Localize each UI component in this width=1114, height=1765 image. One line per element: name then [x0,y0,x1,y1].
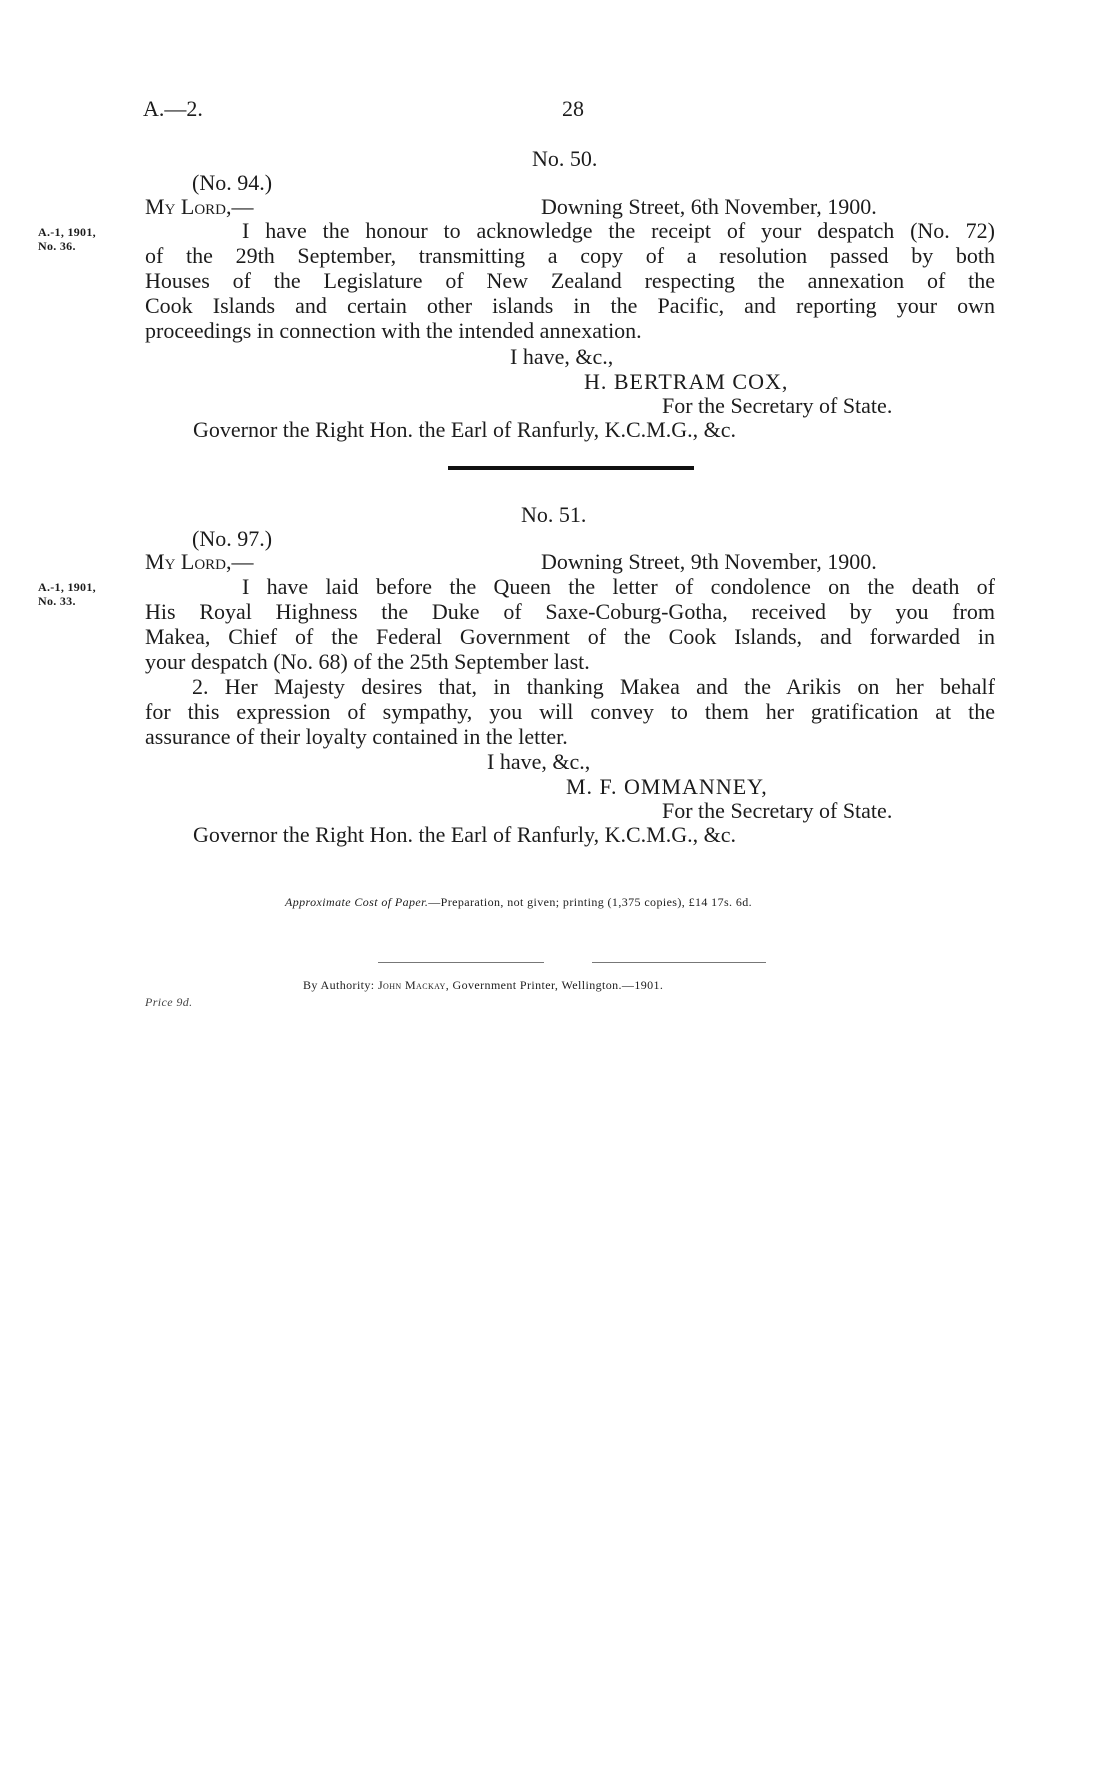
signatory: M. F. OMMANNEY, [566,774,768,799]
addressee: Governor the Right Hon. the Earl of Ranfurly, K.C.M.G., &c. [193,417,736,442]
document-reference: A.—2. [143,96,203,121]
addressee: Governor the Right Hon. the Earl of Ranfurly, K.C.M.G., &c. [193,822,736,847]
printer-imprint: By Authority: John Mackay, Government Printer, Wellington.—1901. [303,978,664,992]
despatch-number: (No. 94.) [192,170,273,195]
cost-note: Approximate Cost of Paper.—Preparation, not given; printing (1,375 copies), £14 17s. 6d. [285,895,753,909]
footer-rule-right [592,962,766,963]
signatory-title: For the Secretary of State. [662,798,893,823]
margin-reference: A.-1, 1901, No. 36. [38,225,96,253]
letter-paragraph: I have the honour to acknowledge the receipt of your despatch (No. 72) of the 29th September, transmitting a copy of a resolution passed by both Houses of the Legislature of New Zealand respecting the annexation of the Cook Islands and certain other islands in the Pacific, and reporting your own proceedings in connection with the intended annexation. [145,218,995,343]
place-date: Downing Street, 9th November, 1900. [541,549,877,574]
closing: I have, &c., [510,344,614,369]
signatory: H. BERTRAM COX, [584,369,789,394]
letter-paragraph: I have laid before the Queen the letter of condolence on the death of His Royal Highness the Duke of Saxe-Coburg-Gotha, received by you from Makea, Chief of the Federal Government of the Cook Islands, and forwarded in your despatch (No. 68) of the 25th September last. [145,574,995,674]
despatch-number: (No. 97.) [192,526,273,551]
letter-number: No. 51. [521,502,587,527]
price: Price 9d. [145,995,193,1009]
place-date: Downing Street, 6th November, 1900. [541,194,877,219]
footer-rule-left [378,962,544,963]
page-number: 28 [562,96,584,121]
section-divider [448,466,694,470]
margin-reference: A.-1, 1901, No. 33. [38,580,96,608]
closing: I have, &c., [487,749,591,774]
letter-paragraph: 2. Her Majesty desires that, in thanking Makea and the Arikis on her behalf for this expression of sympathy, you will convey to them her gratification at the assurance of their loyalty contained in the letter. [145,674,995,749]
salutation: My Lord,— [145,194,254,219]
letter-number: No. 50. [532,146,598,171]
salutation: My Lord,— [145,549,254,574]
signatory-title: For the Secretary of State. [662,393,893,418]
